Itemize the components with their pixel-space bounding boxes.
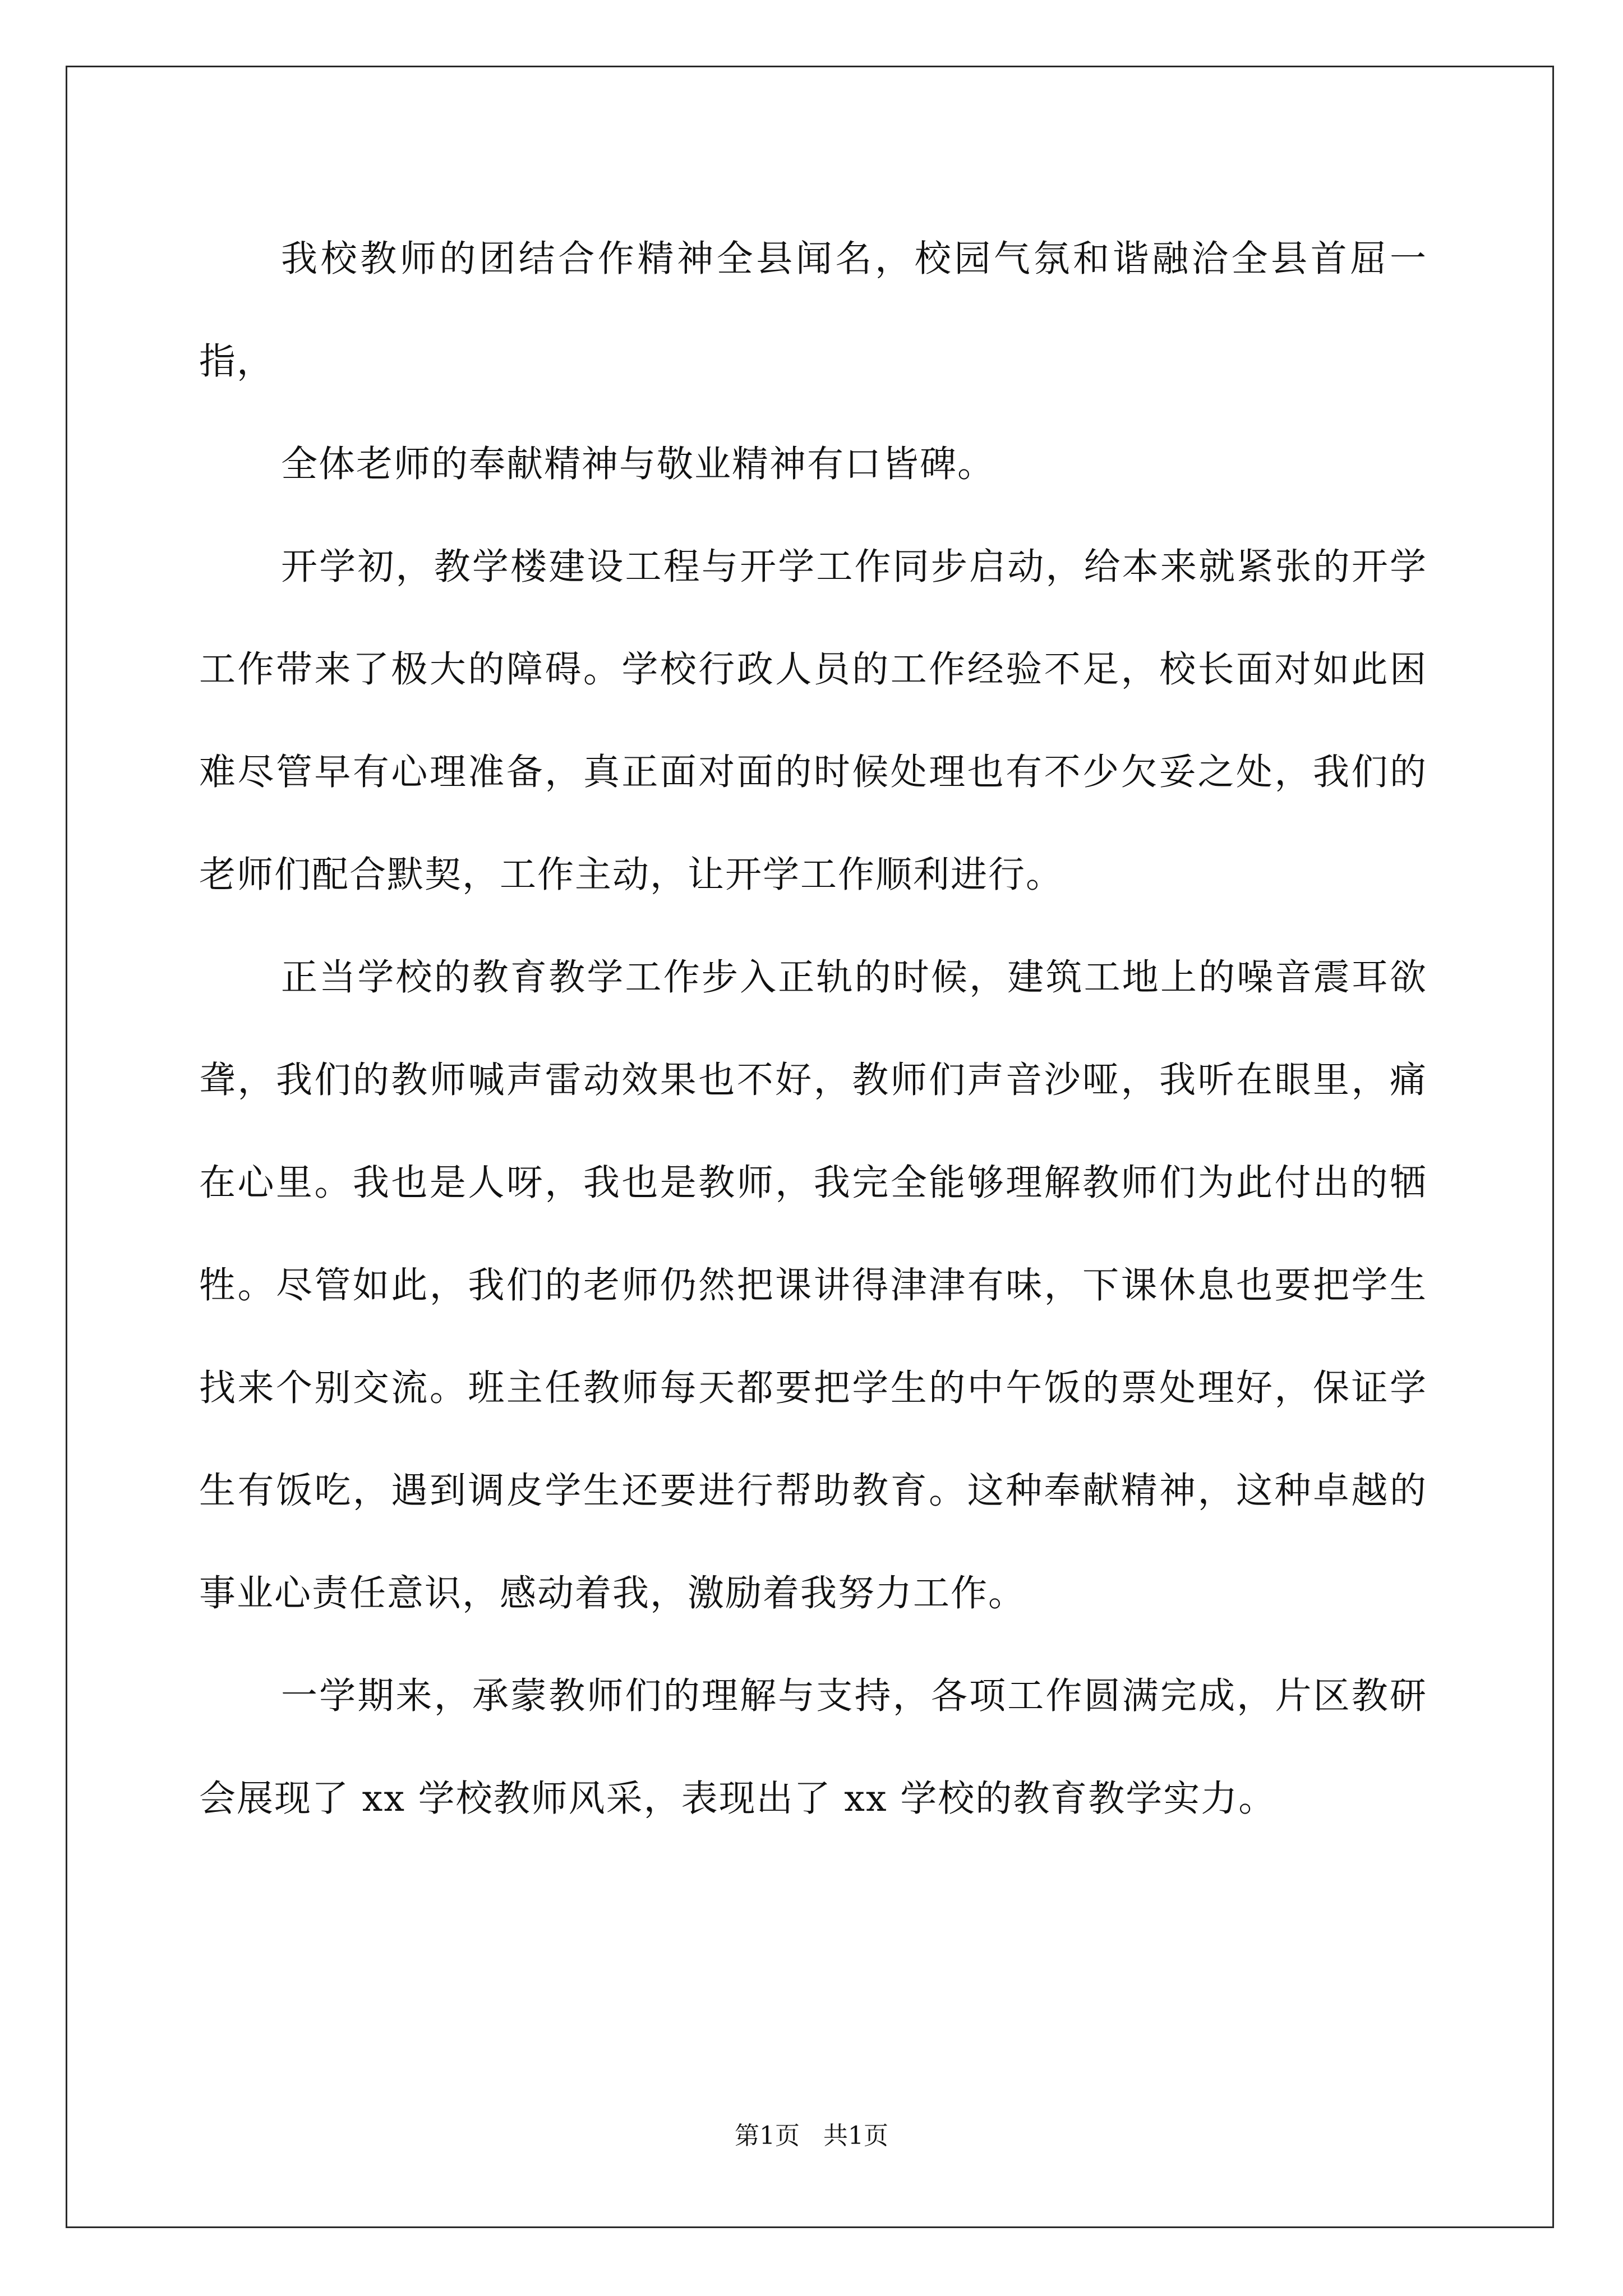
- document-body: [199, 208, 1427, 1850]
- paragraph-4: 正当学校的教育教学工作步入正轨的时候，建筑工地上的噪音震耳欲聋，我们的教师喊声雷动效果也不好，教师们声音沙哑，我听在眼里，痛在心里。我也是人呀，我也是教师，我完全能够理解教师们为此付出的牺牲。尽管如此，我们的老师仍然把课讲得津津有味，下课休息也要把学生找来个别交流。班主任教师每天都要把学生的中午饭的票处理好，保证学生有饭吃，遇到调皮学生还要进行帮助教育。这种奉献精神，这种卓越的事业心责任意识，感动着我，激励着我努力工作。: [199, 956, 1427, 1614]
- paragraph-1: 我校教师的团结合作精神全县闻名，校园气氛和谐融洽全县首屈一指，: [199, 238, 1427, 383]
- page-footer: 第1页 共1页: [735, 2122, 888, 2150]
- paragraph-3: 开学初，教学楼建设工程与开学工作同步启动，给本来就紧张的开学工作带来了极大的障碍。学校行政人员的工作经验不足，校长面对如此困难尽管早有心理准备，真正面对面的时候处理也有不少欠妥之处，我们的老师们配合默契，工作主动，让开学工作顺利进行。: [199, 546, 1427, 896]
- paragraph-5: 一学期来，承蒙教师们的理解与支持，各项工作圆满完成，片区教研会展现了 xx 学校教师风采，表现出了 xx 学校的教育教学实力。: [199, 1675, 1427, 1820]
- paragraph-2: 全体老师的奉献精神与敬业精神有口皆碑。: [281, 443, 995, 485]
